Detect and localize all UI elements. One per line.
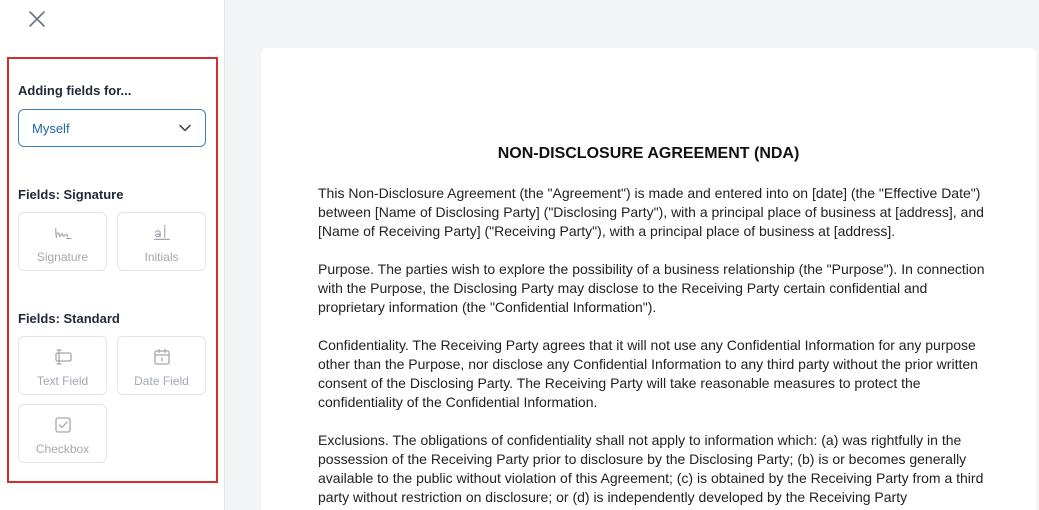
document-paragraph: Confidentiality. The Receiving Party agrees that it will not use any Confidential Information for any purpose other than the Purpose, nor disclose any Confidential Information to any third party without the prior written consent of the Disclosing Party. The Receiving Party will take reasonable measures to protect the confidentiality of the Confidential Information. <box>318 337 978 410</box>
signature-field-label: Signature <box>36 250 89 264</box>
document-paragraph: This Non-Disclosure Agreement (the "Agreement") is made and entered into on [date] (the "Effective Date") between [Name of Disclosing Party] ("Disclosing Party"), with a principal place of business at [address], and [Name of Receiving Party] ("Receiving Party"), with a principal place of business at [address]. <box>318 185 984 239</box>
recipient-select-value: Myself <box>32 120 70 136</box>
adding-fields-label: Adding fields for... <box>18 83 132 98</box>
text-field-button[interactable] <box>18 336 107 395</box>
recipient-select[interactable] <box>18 109 206 147</box>
checkbox-icon <box>53 415 73 435</box>
text-field-icon <box>53 347 73 367</box>
close-icon <box>28 10 46 28</box>
checkbox-field-label: Checkbox <box>35 442 90 456</box>
checkbox-field-button[interactable] <box>18 404 107 463</box>
document-body <box>318 184 988 510</box>
chevron-down-icon <box>179 124 191 132</box>
date-field-label: Date Field <box>134 374 189 388</box>
initials-field-label: Initials <box>144 250 179 264</box>
signature-section-label: Fields: Signature <box>18 187 124 202</box>
document-title: NON-DISCLOSURE AGREEMENT (NDA) <box>497 145 800 162</box>
date-field-button[interactable] <box>117 336 206 395</box>
initials-field-button[interactable] <box>117 212 206 271</box>
document-page[interactable] <box>261 48 1036 510</box>
close-button[interactable] <box>24 6 50 32</box>
field-sidebar <box>0 0 225 510</box>
standard-section-label: Fields: Standard <box>18 311 120 326</box>
document-paragraph: Exclusions. The obligations of confidentiality shall not apply to information which: (a) was rightfully in the possession of the Receiving Party prior to disclosure by the Disclosing Party; (b) is or becomes generally available to the public without violation of this Agreement; (c) is obtained by the Receiving Party from a third party without restriction on disclosure; or (d) is independently developed by the Receiving Party <box>318 432 984 505</box>
initials-icon <box>152 223 172 243</box>
signature-icon <box>53 223 73 243</box>
calendar-icon <box>152 347 172 367</box>
document-paragraph: Purpose. The parties wish to explore the possibility of a business relationship (the "Purpose"). In connection with the Purpose, the Disclosing Party may disclose to the Receiving Party certain confidential and proprietary information (the "Confidential Information"). <box>318 261 985 315</box>
text-field-label: Text Field <box>36 374 89 388</box>
signature-field-button[interactable] <box>18 212 107 271</box>
